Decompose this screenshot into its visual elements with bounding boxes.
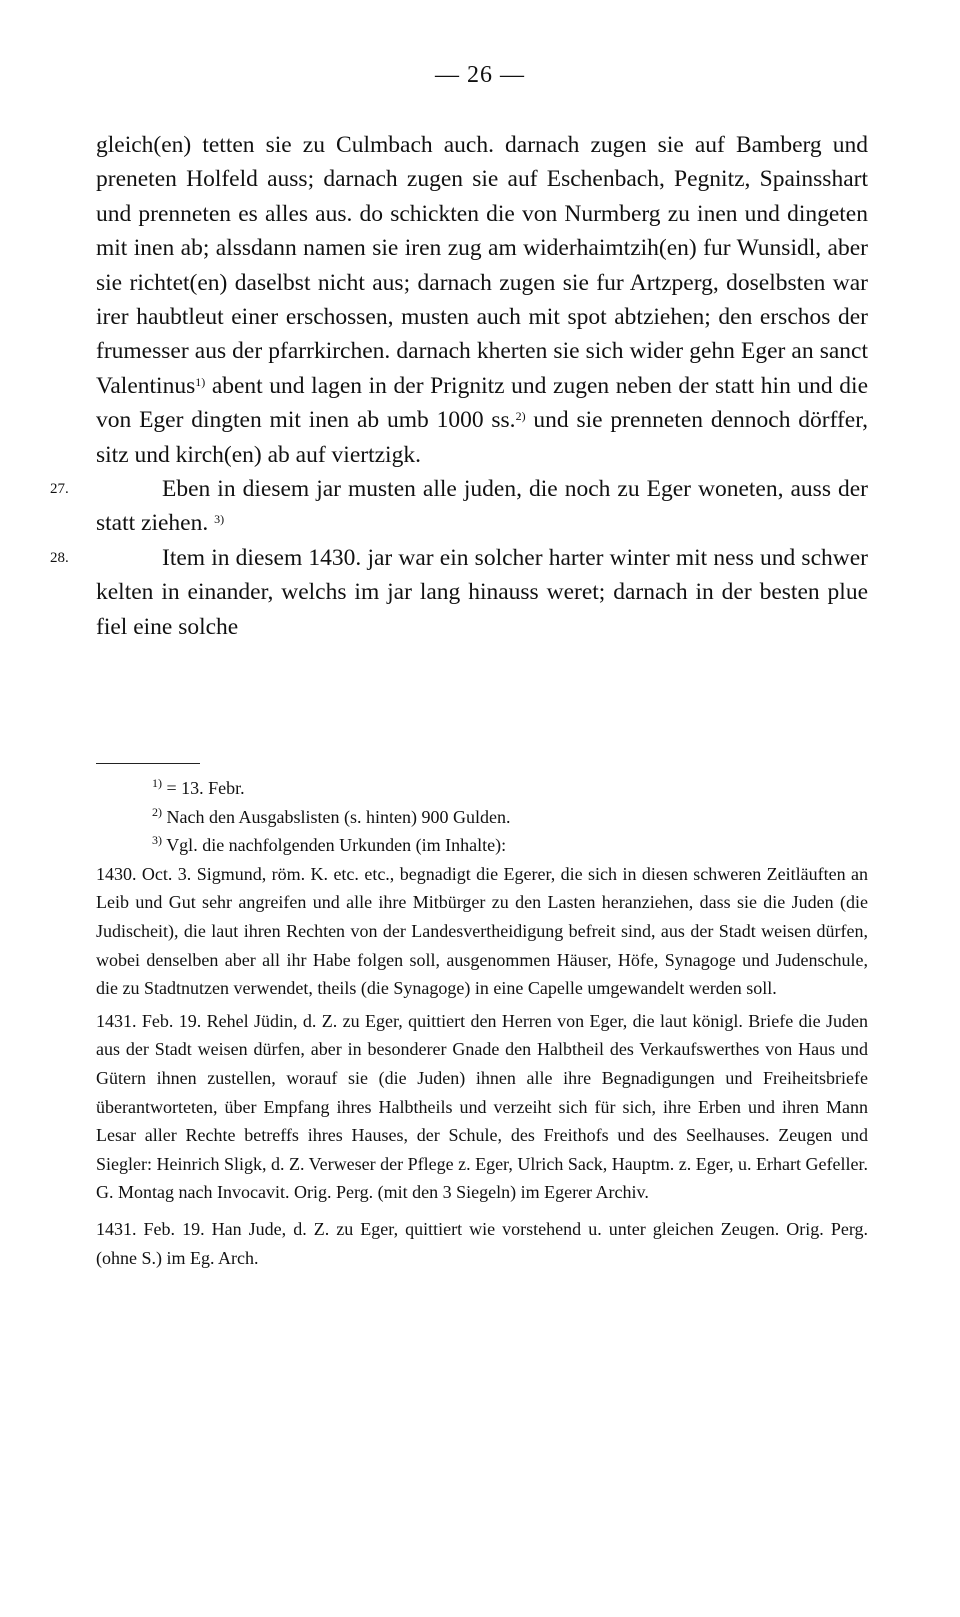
footnote-mark: 1) — [152, 776, 162, 790]
footnote-text: Nach den Ausgabslisten (s. hinten) 900 Gulden. — [166, 806, 511, 827]
footnote-mark: 3) — [152, 833, 162, 848]
footnote-3 — [96, 831, 868, 860]
footnote-divider — [96, 763, 200, 764]
footnotes — [96, 774, 868, 1272]
section-text: Item in diesem 1430. jar war ein solcher harter winter mit ness und schwer kelten in einander, welchs im jar lang hinauss weret; darnach in der besten plue fiel eine solche — [96, 544, 868, 640]
section-number: 28. — [50, 549, 69, 566]
paragraph-text: gleich(en) tetten sie zu Culmbach auch. darnach zugen sie auf Bamberg und preneten Holfeld auss; darnach zugen sie auf Eschenbach, Pegnitz, Spainsshart und prenneten es alles aus. do schickten die von Nurmberg zu inen und dingeten mit inen ab; alssdann namen sie iren zug am widerhaimtzih(en) fur Wunsidl, aber sie richtet(en) daselbst nicht aus; darnach zugen sie fur Artzperg, doselbsten war irer haubtleut einer erschossen, musten auch mit spot abtziehen; den erschos der frumesser aus der pfarrkirchen. darnach kherten sie sich wider gehn Eger an sanct Valentinus — [96, 132, 868, 399]
footnote-mark: 2) — [152, 804, 162, 819]
footnote-ref-2: 2) — [515, 409, 526, 424]
footnote-ref-1: 1) — [195, 374, 206, 389]
footnote-ref-3: 3) — [214, 512, 225, 527]
section-number: 27. — [50, 481, 69, 498]
footnote-text: Vgl. die nachfolgenden Urkunden (im Inhalte): — [166, 835, 507, 856]
paragraph-text: und sie prenneten dennoch dörffer, sitz und kirch(en) ab auf viertzigk. — [96, 407, 868, 468]
page-number: — 26 — — [435, 62, 525, 88]
footnote-text: = 13. Febr. — [166, 778, 245, 798]
footnote-1 — [96, 774, 868, 803]
document-entry-3: 1431. Feb. 19. Han Jude, d. Z. zu Eger, quittiert wie vorstehend u. unter gleichen Zeugen. Orig. Perg. (ohne S.) im Eg. Arch. — [96, 1218, 868, 1268]
paragraph-text: abent und lagen in der Prignitz und zugen neben der statt hin und die von Eger dingten mit inen ab umb 1000 ss. — [96, 372, 868, 434]
section-28 — [50, 541, 868, 644]
section-text: Eben in diesem jar musten alle juden, die noch zu Eger woneten, auss der statt ziehen. — [96, 476, 868, 537]
footnote-2 — [96, 803, 868, 832]
document-entry-1: 1430. Oct. 3. Sigmund, röm. K. etc. etc., begnadigt die Egerer, die sich in diesen schweren Zeitläuften an Leib und Gut sehr angreifen und alle ihre Mitbürger zu den Lasten heranziehen, dass sie die Juden (die Judischeit), die laut ihren Rechten von der Landesvertheidigung befreit sind, aus der Stadt weisen dürfen, wobei denselben aber all ihr Habe folgen soll, ausgenommen Häuser, Höfe, Synagoge und Judenschule, die zu Stadtnutzen verwendet, theils (die Synagoge) in eine Capelle umgewandelt werden soll. — [96, 863, 868, 999]
main-text — [50, 128, 868, 644]
section-27 — [50, 472, 868, 541]
paragraph-continuation — [96, 128, 868, 472]
document-entry-2: 1431. Feb. 19. Rehel Jüdin, d. Z. zu Eger, quittiert den Herren von Eger, die laut königl. Briefe die Juden aus der Stadt weisen dürfen, aber in besonderer Gnade den Halbtheil des Verkaufswerthes von Haus und Gütern ihnen zustellen, worauf sie (die Juden) ihnen alle ihre Begnadigungen und Freiheitsbriefe überantworteten, über Empfang ihres Halbtheils und verzeiht sich für sich, ihre Erben und ihren Mann Lesar aller Rechte betreffs ihres Hauses, der Schule, des Freithofs und des Seelhauses. Zeugen und Siegler: Heinrich Sligk, d. Z. Verweser der Pflege z. Eger, Ulrich Sack, Hauptm. z. Eger, u. Erhart Gefeller. G. Montag nach Invocavit. Orig. Perg. (mit den 3 Siegeln) im Egerer Archiv. — [96, 1010, 868, 1203]
